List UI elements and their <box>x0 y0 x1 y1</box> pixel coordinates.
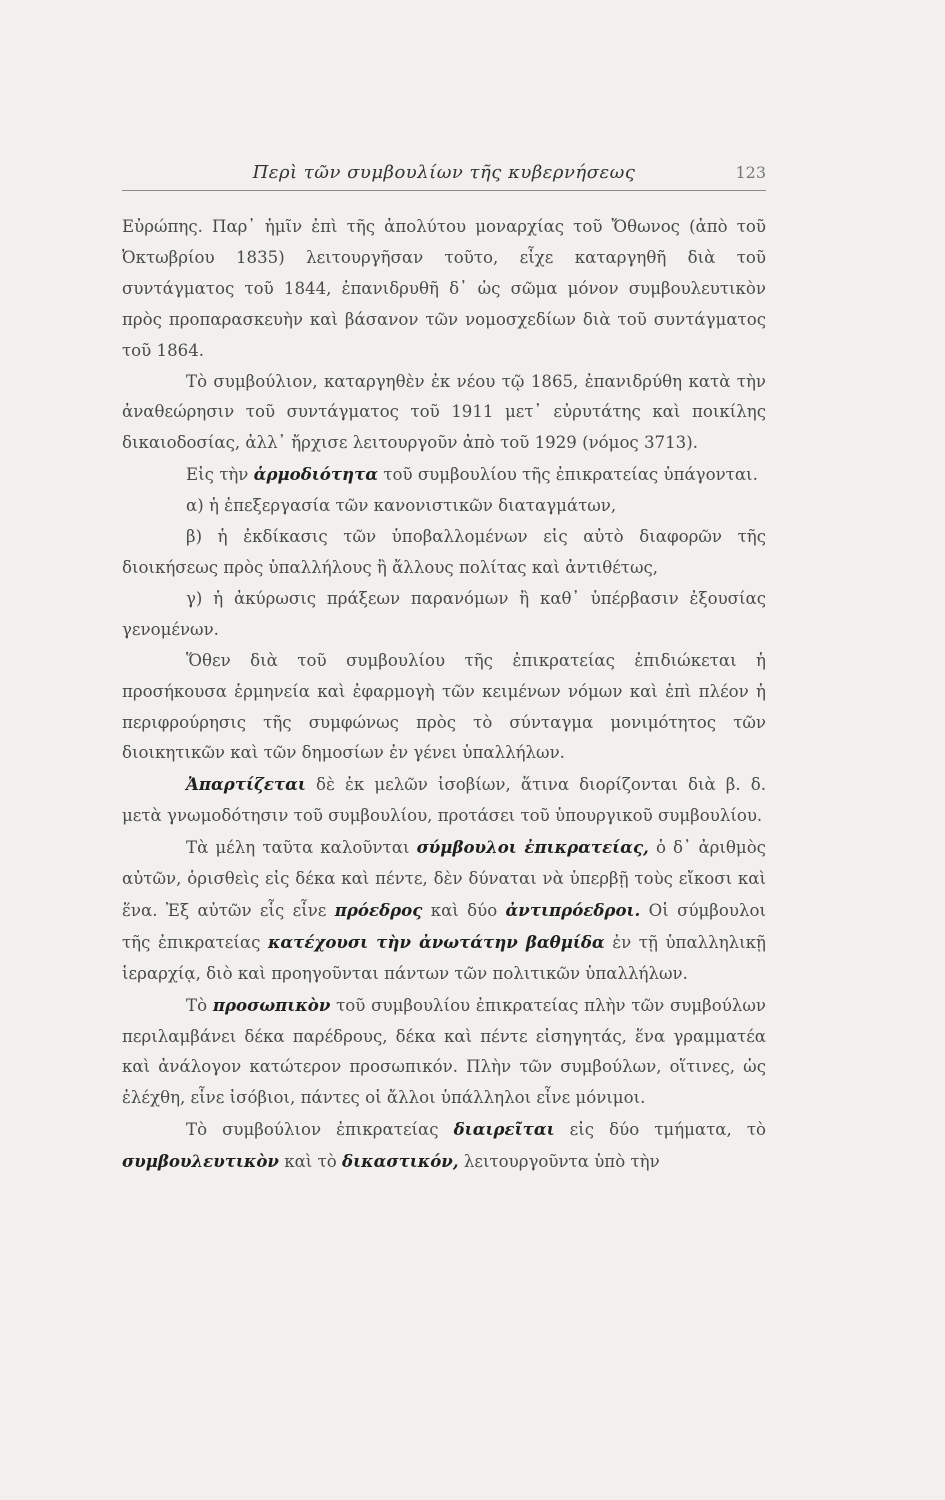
paragraph-2: Τὸ συμβούλιον, καταργηθὲν ἐκ νέου τῷ 1865, ἐπανιδρύθη κατὰ τὴν ἀναθεώρησιν τοῦ συντάγματος τοῦ 1911 μετ᾽ εὐρυτάτης καὶ ποικίλης δικαιοδοσίας, ἀλλ᾽ ἤρχισε λειτουργοῦν ἀπὸ τοῦ 1929 (νόμος 3713). <box>122 371 766 453</box>
list-item-c: γ) ἡ ἀκύρωσις πράξεων παρανόμων ἢ καθ᾽ ὑπέρβασιν ἐξουσίας γενομένων. <box>122 588 766 639</box>
text-span: τοῦ συμβουλίου ἐπικρατείας πλὴν τῶν συμβούλων περιλαμβάνει δέκα παρέδρους, δέκα καὶ πέντε εἰσηγητάς, ἕνα γραμματέα καὶ ἀνάλογον κατώτερον προσωπικόν. Πλὴν τῶν συμβούλων, οἵτινες, ὡς ἐλέχθη, εἶνε ἰσόβιοι, πάντες οἱ ἄλλοι ὑπάλληλοι εἶνε μόνιμοι. <box>122 995 766 1108</box>
text-span: Τὰ μέλη ταῦτα καλοῦνται <box>186 838 417 858</box>
page-number: 123 <box>735 163 766 182</box>
emphasis-text: δικαστικόν, <box>342 1151 459 1172</box>
paragraph-5 <box>122 769 766 832</box>
text-span: ἐν τῇ ὑπαλληλικῇ ἱεραρχίᾳ, διὸ καὶ προηγοῦνται πάντων τῶν πολιτικῶν ὑπαλλήλων. <box>122 932 766 983</box>
paragraph-3 <box>122 459 766 491</box>
text-span: λειτουργοῦντα ὑπὸ τὴν <box>458 1152 660 1172</box>
emphasis-text: ἁρμοδιότητα <box>253 464 379 485</box>
body-text <box>122 212 766 1178</box>
text-span: καὶ δύο <box>422 900 506 920</box>
text-span: καὶ τὸ <box>278 1152 343 1172</box>
text-span: Εἰς τὴν <box>186 465 254 485</box>
emphasis-text: διαιρεῖται <box>453 1119 555 1140</box>
emphasis-text: Ἀπαρτίζεται <box>186 774 306 795</box>
paragraph-8 <box>122 1114 766 1178</box>
emphasis-text: πρόεδρος <box>334 899 423 920</box>
list-item-a: α) ἡ ἐπεξεργασία τῶν κανονιστικῶν διαταγμάτων, <box>186 496 617 516</box>
text-span: Τὸ <box>186 995 213 1015</box>
emphasis-text: ἀντιπρόεδροι. <box>505 899 641 920</box>
emphasis-text: συμβουλευτικὸν <box>122 1151 279 1172</box>
page-header <box>122 158 766 191</box>
text-span: δὲ ἐκ μελῶν ἰσοβίων, ἅτινα διορίζονται διὰ β. δ. μετὰ γνωμοδότησιν τοῦ συμβουλίου, προτάσει τοῦ ὑπουργικοῦ συμβουλίου. <box>122 775 766 826</box>
text-span: ὁ δ᾽ ἀριθμὸς αὐτῶν, ὁρισθεὶς εἰς δέκα καὶ πέντε, δὲν δύναται νὰ ὑπερβῇ τοὺς εἴκοσι καὶ ἕνα. Ἐξ αὐτῶν εἷς εἶνε <box>122 838 766 920</box>
emphasis-text: σύμβουλοι ἐπικρατείας, <box>416 837 649 858</box>
emphasis-text: προσωπικὸν <box>212 994 331 1015</box>
paragraph-1: Εὐρώπης. Παρ᾽ ἡμῖν ἐπὶ τῆς ἀπολύτου μοναρχίας τοῦ Ὄθωνος (ἀπὸ τοῦ Ὀκτωβρίου 1835) λειτουργῆσαν τοῦτο, εἶχε καταργηθῆ διὰ τοῦ συντάγματος τοῦ 1844, ἐπανιδρυθῆ δ᾽ ὡς σῶμα μόνον συμβουλευτικὸν πρὸς προπαρασκευὴν καὶ βάσανον τῶν νομοσχεδίων διὰ τοῦ συντάγματος τοῦ 1864. <box>122 217 766 360</box>
emphasis-text: κατέχουσι τὴν ἀνωτάτην βαθμίδα <box>267 931 605 952</box>
text-span: Οἱ σύμβουλοι τῆς ἐπικρατείας <box>122 900 766 952</box>
list-item-b: β) ἡ ἐκδίκασις τῶν ὑποβαλλομένων εἰς αὐτὸ διαφορῶν τῆς διοικήσεως πρὸς ὑπαλλήλους ἢ ἄλλους πολίτας καὶ ἀντιθέτως, <box>122 527 766 577</box>
text-span: τοῦ συμβουλίου τῆς ἐπικρατείας ὑπάγονται. <box>378 465 758 485</box>
paragraph-7 <box>122 990 766 1115</box>
text-span: Τὸ συμβούλιον ἐπικρατείας <box>186 1120 454 1140</box>
running-title: Περὶ τῶν συμβουλίων τῆς κυβερνήσεως <box>252 162 636 183</box>
text-span: εἰς δύο τμήματα, τὸ <box>554 1120 766 1140</box>
paragraph-4: Ὅθεν διὰ τοῦ συμβουλίου τῆς ἐπικρατείας ἐπιδιώκεται ἡ προσήκουσα ἑρμηνεία καὶ ἐφαρμογὴ τῶν κειμένων νόμων καὶ ἐπὶ πλέον ἡ περιφρούρησις τῆς συμφώνως πρὸς τὸ σύνταγμα μονιμότητος τῶν διοικητικῶν καὶ τῶν δημοσίων ἐν γένει ὑπαλλήλων. <box>122 650 766 763</box>
paragraph-6 <box>122 832 766 990</box>
